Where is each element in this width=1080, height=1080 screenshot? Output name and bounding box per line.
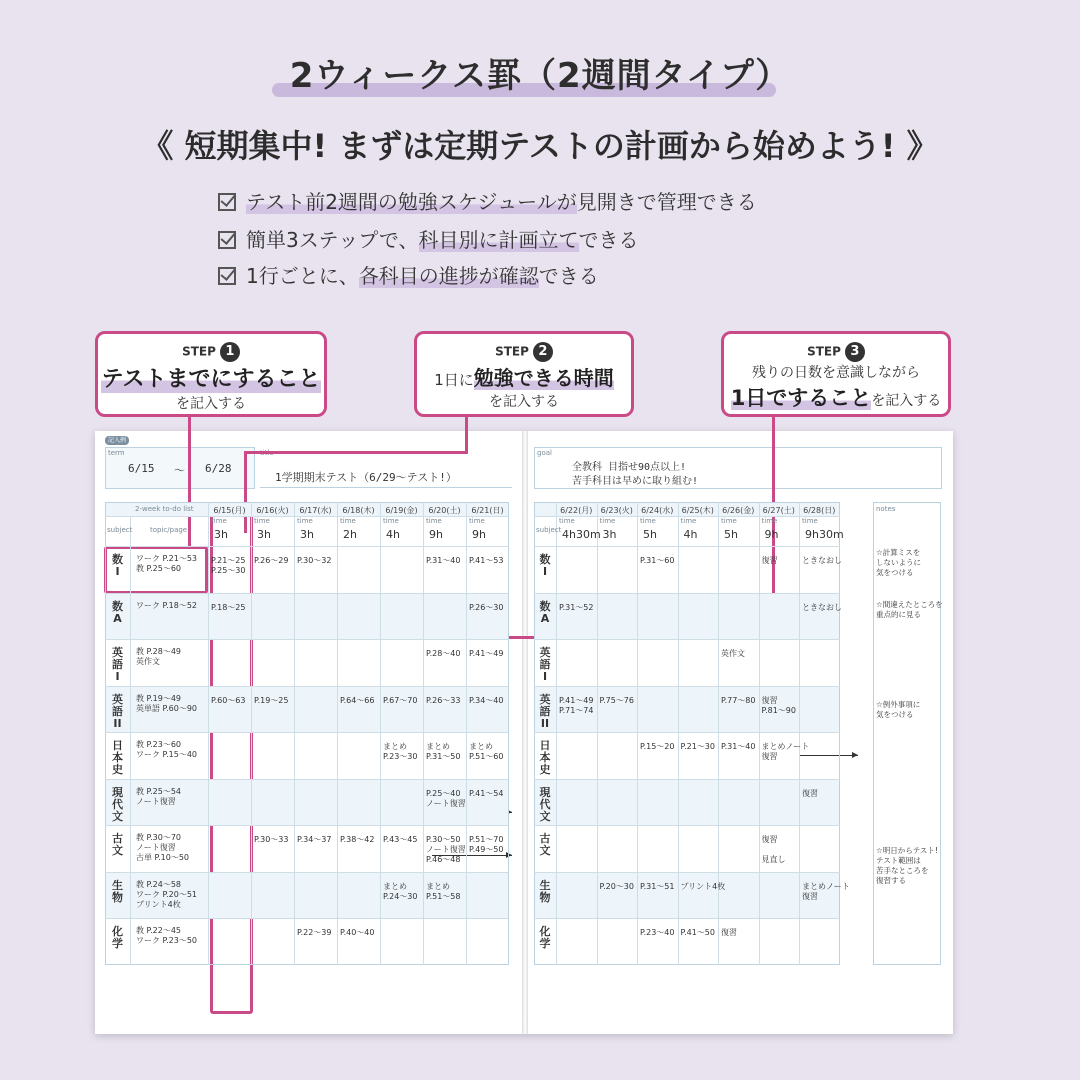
term-start: 6/15	[128, 462, 155, 475]
row-shade	[535, 593, 839, 640]
rule	[534, 546, 840, 547]
step-3-top: 残りの日数を意識しながら	[752, 365, 920, 381]
schedule-cell: P.26〜33	[426, 695, 461, 705]
schedule-cell: P.41〜49	[469, 649, 504, 658]
time-label: time	[761, 517, 778, 525]
check-text-post: できる	[578, 228, 639, 252]
subject-name: 生物	[112, 878, 123, 904]
schedule-cell: ときなおし	[802, 602, 842, 612]
rule	[105, 779, 509, 780]
rule	[105, 732, 509, 733]
rule	[105, 918, 509, 919]
schedule-cell: P.77〜80	[721, 695, 756, 705]
time-label: time	[254, 517, 270, 525]
schedule-cell: P.43〜45	[383, 835, 418, 844]
daily-time: 4h	[683, 528, 698, 541]
step-2-pre: 1日に	[434, 371, 474, 389]
row-shade	[535, 779, 839, 826]
daily-time: 3h	[602, 528, 617, 541]
time-label: time	[559, 517, 575, 525]
schedule-cell: 復習 見直し	[761, 835, 786, 864]
date-header: 6/25(木)	[681, 506, 714, 515]
time-label: time	[721, 517, 737, 525]
title-rule	[260, 487, 512, 488]
schedule-cell: P.41〜49 P.71〜74	[559, 695, 594, 715]
schedule-cell: P.34〜37	[297, 835, 332, 844]
step-2-connector-b	[244, 451, 468, 454]
time-label: time	[383, 517, 399, 525]
step-1-callout	[95, 331, 327, 417]
daily-time: 9h	[764, 528, 779, 541]
note-text: ☆計算ミスを しないように 気をつける	[876, 548, 921, 577]
time-label: time	[680, 517, 697, 525]
schedule-cell: P.31〜60	[640, 556, 675, 565]
checkbox-icon	[218, 267, 236, 285]
date-header: 6/28(日)	[803, 506, 836, 515]
daily-time: 3h	[214, 528, 228, 541]
check-text-pre: 1行ごとに、	[246, 264, 359, 288]
rule	[534, 639, 840, 640]
notes-label: notes	[876, 505, 896, 513]
goal-line-1: 全教科 目指せ90点以上!	[572, 462, 687, 473]
rule	[534, 918, 840, 919]
daily-time: 3h	[300, 528, 314, 541]
term-label: term	[108, 449, 125, 457]
rule	[534, 825, 840, 826]
schedule-cell: 復習	[802, 788, 818, 798]
subject-name: 数I	[539, 553, 551, 578]
rule	[597, 502, 598, 965]
check-text-post: 見開きで管理できる	[576, 190, 757, 214]
subject-name: 数A	[539, 599, 551, 625]
schedule-cell: まとめ P.51〜60	[469, 742, 504, 761]
schedule-cell: P.41〜53	[469, 556, 504, 565]
time-label: time	[599, 517, 616, 525]
schedule-cell: P.41〜54	[469, 788, 504, 798]
schedule-cell: P.30〜50 ノート復習 P.46〜48	[426, 835, 466, 864]
step-1-sub: を記入する	[176, 396, 246, 412]
rule	[105, 872, 509, 873]
goal-line-2: 苦手科目は早めに取り組む!	[572, 476, 699, 487]
subject-name: 英語I	[112, 646, 123, 683]
date-header: 6/27(土)	[762, 506, 795, 515]
step-number-icon: 3	[845, 342, 865, 362]
rule	[556, 502, 557, 965]
subject-name: 数A	[112, 599, 123, 625]
subject-label: subject	[536, 526, 562, 534]
rule	[380, 502, 381, 965]
note-text: ☆例外事項に 気をつける	[876, 700, 921, 719]
subject-name: 古文	[539, 832, 551, 857]
rule	[718, 502, 719, 965]
time-label: time	[469, 517, 485, 525]
topic-page: 教 P.28〜49 英作文	[136, 647, 182, 666]
schedule-cell: 英作文	[721, 649, 745, 658]
date-header: 6/16(火)	[256, 506, 289, 515]
schedule-cell: まとめノート 復習	[761, 742, 810, 761]
schedule-cell: P.41〜50	[680, 928, 715, 937]
schedule-cell: まとめ P.51〜58	[426, 881, 461, 901]
schedule-cell: P.15〜20	[640, 742, 675, 751]
schedule-cell: 復習 P.81〜90	[761, 695, 796, 715]
schedule-cell: P.40〜40	[340, 928, 375, 937]
schedule-cell: ときなおし	[802, 556, 842, 565]
daily-time: 5h	[724, 528, 738, 541]
daily-time: 2h	[343, 528, 357, 541]
time-label: time	[640, 517, 656, 525]
daily-time: 9h30m	[805, 528, 844, 541]
date-header: 6/24(水)	[641, 506, 674, 515]
schedule-cell: P.30〜32	[297, 556, 332, 565]
subject-name: 数I	[112, 553, 123, 578]
schedule-cell: P.31〜51	[640, 881, 675, 891]
schedule-cell: P.31〜40	[721, 742, 756, 751]
step-3-sub: を記入する	[871, 393, 942, 409]
rule	[759, 502, 760, 965]
step-2-connector-a	[465, 417, 468, 453]
date-header: 6/20(土)	[428, 506, 461, 515]
check-text-highlight: テスト前2週間の勉強スケジュールが	[246, 190, 577, 214]
check-text-highlight: 各科目の進捗が確認	[358, 264, 539, 288]
schedule-cell: P.21〜30	[680, 742, 715, 751]
rule	[105, 825, 509, 826]
schedule-cell: P.75〜76	[599, 695, 634, 705]
row-shade	[106, 593, 508, 640]
schedule-cell: P.67〜70	[383, 695, 418, 705]
schedule-cell: P.25〜40 ノート復習	[426, 788, 466, 808]
rule	[466, 502, 467, 965]
schedule-cell: P.26〜29	[254, 556, 289, 565]
rule	[534, 872, 840, 873]
step-3-callout	[721, 331, 951, 417]
schedule-cell: P.31〜40	[426, 556, 461, 565]
subject-name: 化学	[112, 925, 123, 950]
step-2-sub: を記入する	[489, 394, 559, 410]
schedule-cell: P.31〜52	[559, 602, 594, 612]
date-header: 6/26(金)	[722, 506, 755, 515]
time-label: time	[297, 517, 313, 525]
topic-page: 教 P.30〜70 ノート復習 古単 P.10〜50	[136, 833, 190, 862]
schedule-cell: P.22〜39	[297, 928, 332, 937]
date-header: 6/21(日)	[471, 506, 504, 515]
check-text-post: できる	[538, 264, 599, 288]
daily-time: 9h	[429, 528, 443, 541]
topic-page: 教 P.19〜49 英単語 P.60〜90	[136, 693, 198, 713]
step-2-callout	[414, 331, 634, 417]
rule	[637, 502, 638, 965]
subject-name: 現代文	[539, 785, 551, 823]
subject-name: 現代文	[112, 785, 123, 823]
schedule-cell: P.26〜30	[469, 602, 504, 612]
subject-name: 古文	[112, 832, 123, 857]
schedule-cell: P.18〜25	[211, 602, 246, 612]
subject-name: 日本史	[539, 739, 551, 776]
schedule-cell: 復習	[721, 928, 737, 937]
subject-name: 化学	[539, 925, 551, 950]
daily-time: 9h	[472, 528, 486, 541]
topic-page: 教 P.25〜54 ノート復習	[136, 786, 182, 806]
subject-name: 英語II	[539, 692, 551, 730]
topic-page: ワーク P.18〜52	[136, 600, 198, 610]
step-1-main: テストまでにすること	[101, 362, 320, 393]
checklist-item-2	[218, 224, 639, 253]
schedule-cell: P.21〜25 P.25〜30	[211, 556, 246, 575]
schedule-cell: プリント4枚	[680, 881, 726, 891]
checklist-item-3	[218, 260, 599, 289]
time-label: time	[340, 517, 356, 525]
date-header: 6/15(月)	[213, 506, 246, 515]
subject-name: 生物	[539, 878, 551, 904]
topic-page: 教 P.22〜45 ワーク P.23〜50	[136, 926, 198, 945]
date-header: 6/18(木)	[342, 506, 375, 515]
schedule-cell: P.19〜25	[254, 695, 289, 705]
schedule-cell: まとめ P.31〜50	[426, 742, 461, 761]
subject-name: 英語II	[112, 692, 123, 730]
rule	[534, 732, 840, 733]
rule	[105, 686, 509, 687]
term-sep: 〜	[174, 464, 185, 477]
schedule-cell: P.51〜70 P.49〜50	[469, 835, 504, 854]
schedule-cell: P.30〜33	[254, 835, 289, 844]
checklist-item-1	[218, 186, 757, 215]
date-header: 6/19(金)	[385, 506, 418, 515]
step-3-main: 1日ですること	[730, 386, 872, 410]
note-text: ☆明日からテスト! テスト範囲は 苦手なところを 復習する	[876, 846, 938, 885]
schedule-cell: P.60〜63	[211, 695, 246, 705]
subject-name: 英語I	[539, 646, 551, 683]
topic-label: topic/page	[150, 526, 188, 534]
rule	[294, 502, 295, 965]
date-header: 6/22(月)	[560, 506, 593, 515]
check-text-pre: 簡単3ステップで、	[246, 228, 419, 252]
topic-page: 教 P.24〜58 ワーク P.20〜51 プリント4枚	[136, 879, 198, 909]
rule	[678, 502, 679, 965]
daily-time: 4h	[386, 528, 400, 541]
term-end: 6/28	[205, 462, 232, 475]
topic-page: ワーク P.21〜53 教 P.25〜60	[136, 554, 198, 573]
rule	[105, 593, 509, 594]
subject-name: 日本史	[112, 739, 123, 776]
rule	[534, 779, 840, 780]
step-label: STEP 3	[724, 342, 948, 362]
goal-label: goal	[537, 449, 552, 457]
time-label: time	[211, 517, 227, 525]
daily-time: 5h	[643, 528, 657, 541]
schedule-cell: 復習	[761, 556, 778, 565]
daily-time: 4h30m	[562, 528, 601, 541]
rule	[208, 502, 209, 965]
schedule-cell: P.20〜30	[599, 881, 634, 891]
date-header: 6/17(水)	[299, 506, 332, 515]
step-2-main: 勉強できる時間	[473, 366, 614, 390]
row-shade	[535, 872, 839, 919]
rule	[337, 502, 338, 965]
checkbox-icon	[218, 231, 236, 249]
note-text: ☆間違えたところを 重点的に見る	[876, 600, 943, 619]
step-label: STEP 2	[417, 342, 631, 362]
schedule-cell: まとめノート 復習	[802, 881, 850, 901]
schedule-cell: P.64〜66	[340, 695, 375, 705]
time-label: time	[802, 517, 818, 525]
step-number-icon: 2	[533, 342, 553, 362]
planner-spine	[522, 431, 528, 1034]
page-subtitle: 《 短期集中! まずは定期テストの計画から始めよう! 》	[141, 127, 939, 165]
list-header: 2-week to-do list	[135, 505, 194, 513]
schedule-cell: P.28〜40	[426, 649, 461, 658]
rule	[423, 502, 424, 965]
rule	[105, 639, 509, 640]
rule	[251, 502, 252, 965]
schedule-cell: P.34〜40	[469, 695, 504, 705]
check-text-highlight: 科目別に計画立て	[418, 228, 579, 252]
step-number-icon: 1	[220, 342, 240, 362]
topic-page: 教 P.23〜60 ワーク P.15〜40	[136, 740, 198, 759]
page-title: 2ウィークス罫（2週間タイプ）	[289, 56, 791, 96]
time-label: time	[426, 517, 442, 525]
rule	[799, 502, 800, 965]
rule	[534, 593, 840, 594]
date-header: 6/23(火)	[600, 506, 633, 515]
rule	[105, 546, 509, 547]
subject-label: subject	[107, 526, 133, 534]
checkbox-icon	[218, 193, 236, 211]
rule	[130, 516, 131, 965]
daily-time: 3h	[257, 528, 271, 541]
rule	[534, 686, 840, 687]
schedule-cell: まとめ P.23〜30	[383, 742, 418, 761]
step-label: STEP 1	[98, 342, 324, 362]
schedule-cell: P.38〜42	[340, 835, 375, 844]
schedule-cell: P.23〜40	[640, 928, 675, 937]
schedule-cell: まとめ P.24〜30	[383, 881, 418, 901]
example-badge: 記入例	[105, 436, 129, 445]
planner-title: 1学期期末テスト（6/29〜テスト!）	[275, 471, 457, 484]
